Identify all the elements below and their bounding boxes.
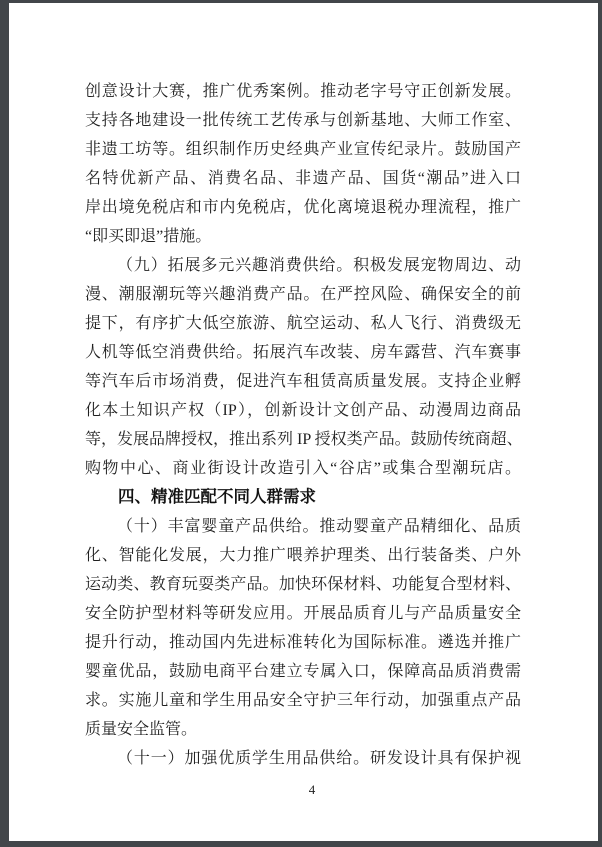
text-line: （十一）加强优质学生用品供给。研发设计具有保护视 — [117, 750, 521, 767]
document-page — [9, 3, 598, 841]
text-line: 购物中心、商业街设计改造引入“谷店”或集合型潮玩店。 — [85, 460, 521, 477]
text-line: 安全防护型材料等研发应用。开展品质育儿与产品质量安全 — [85, 605, 521, 622]
text-line: 提升行动，推动国内先进标准转化为国际标准。遴选并推广 — [85, 634, 521, 651]
text-line: 质量安全监管。 — [85, 721, 198, 738]
document-text — [85, 77, 521, 773]
text-line: 非遗工坊等。组织制作历史经典产业宣传纪录片。鼓励国产 — [85, 141, 521, 158]
text-line: 化、智能化发展，大力推广喂养护理类、出行装备类、户外 — [85, 547, 521, 564]
text-line: 提下，有序扩大低空旅游、航空运动、私人飞行、消费级无 — [85, 315, 521, 332]
text-line: （十）丰富婴童产品供给。推动婴童产品精细化、品质 — [117, 518, 521, 535]
text-line: 漫、潮服潮玩等兴趣消费产品。在严控风险、确保安全的前 — [85, 286, 521, 303]
text-line: 化本土知识产权（IP），创新设计文创产品、动漫周边商品 — [85, 402, 521, 419]
text-line: 人机等低空消费供给。拓展汽车改装、房车露营、汽车赛事 — [85, 344, 521, 361]
text-line: 婴童优品，鼓励电商平台建立专属入口，保障高品质消费需 — [85, 663, 521, 680]
page-number: 4 — [308, 782, 316, 797]
text-line: “即买即退”措施。 — [85, 228, 212, 245]
text-line: （九）拓展多元兴趣消费供给。积极发展宠物周边、动 — [117, 257, 521, 274]
text-line: 等，发展品牌授权，推出系列 IP 授权类产品。鼓励传统商超、 — [85, 431, 523, 448]
text-line: 求。实施儿童和学生用品安全守护三年行动，加强重点产品 — [85, 692, 521, 709]
text-line: 名特优新产品、消费名品、非遗产品、国货“潮品”进入口 — [85, 170, 521, 187]
text-line: 创意设计大赛，推广优秀案例。推动老字号守正创新发展。 — [85, 83, 521, 100]
text-line: 运动类、教育玩耍类产品。加快环保材料、功能复合型材料、 — [85, 576, 521, 593]
section-heading: 四、精准匹配不同人群需求 — [118, 488, 316, 506]
text-line: 岸出境免税店和市内免税店，优化离境退税办理流程，推广 — [85, 199, 521, 216]
text-line: 支持各地建设一批传统工艺传承与创新基地、大师工作室、 — [85, 112, 521, 129]
text-line: 等汽车后市场消费，促进汽车租赁高质量发展。支持企业孵 — [85, 373, 521, 390]
